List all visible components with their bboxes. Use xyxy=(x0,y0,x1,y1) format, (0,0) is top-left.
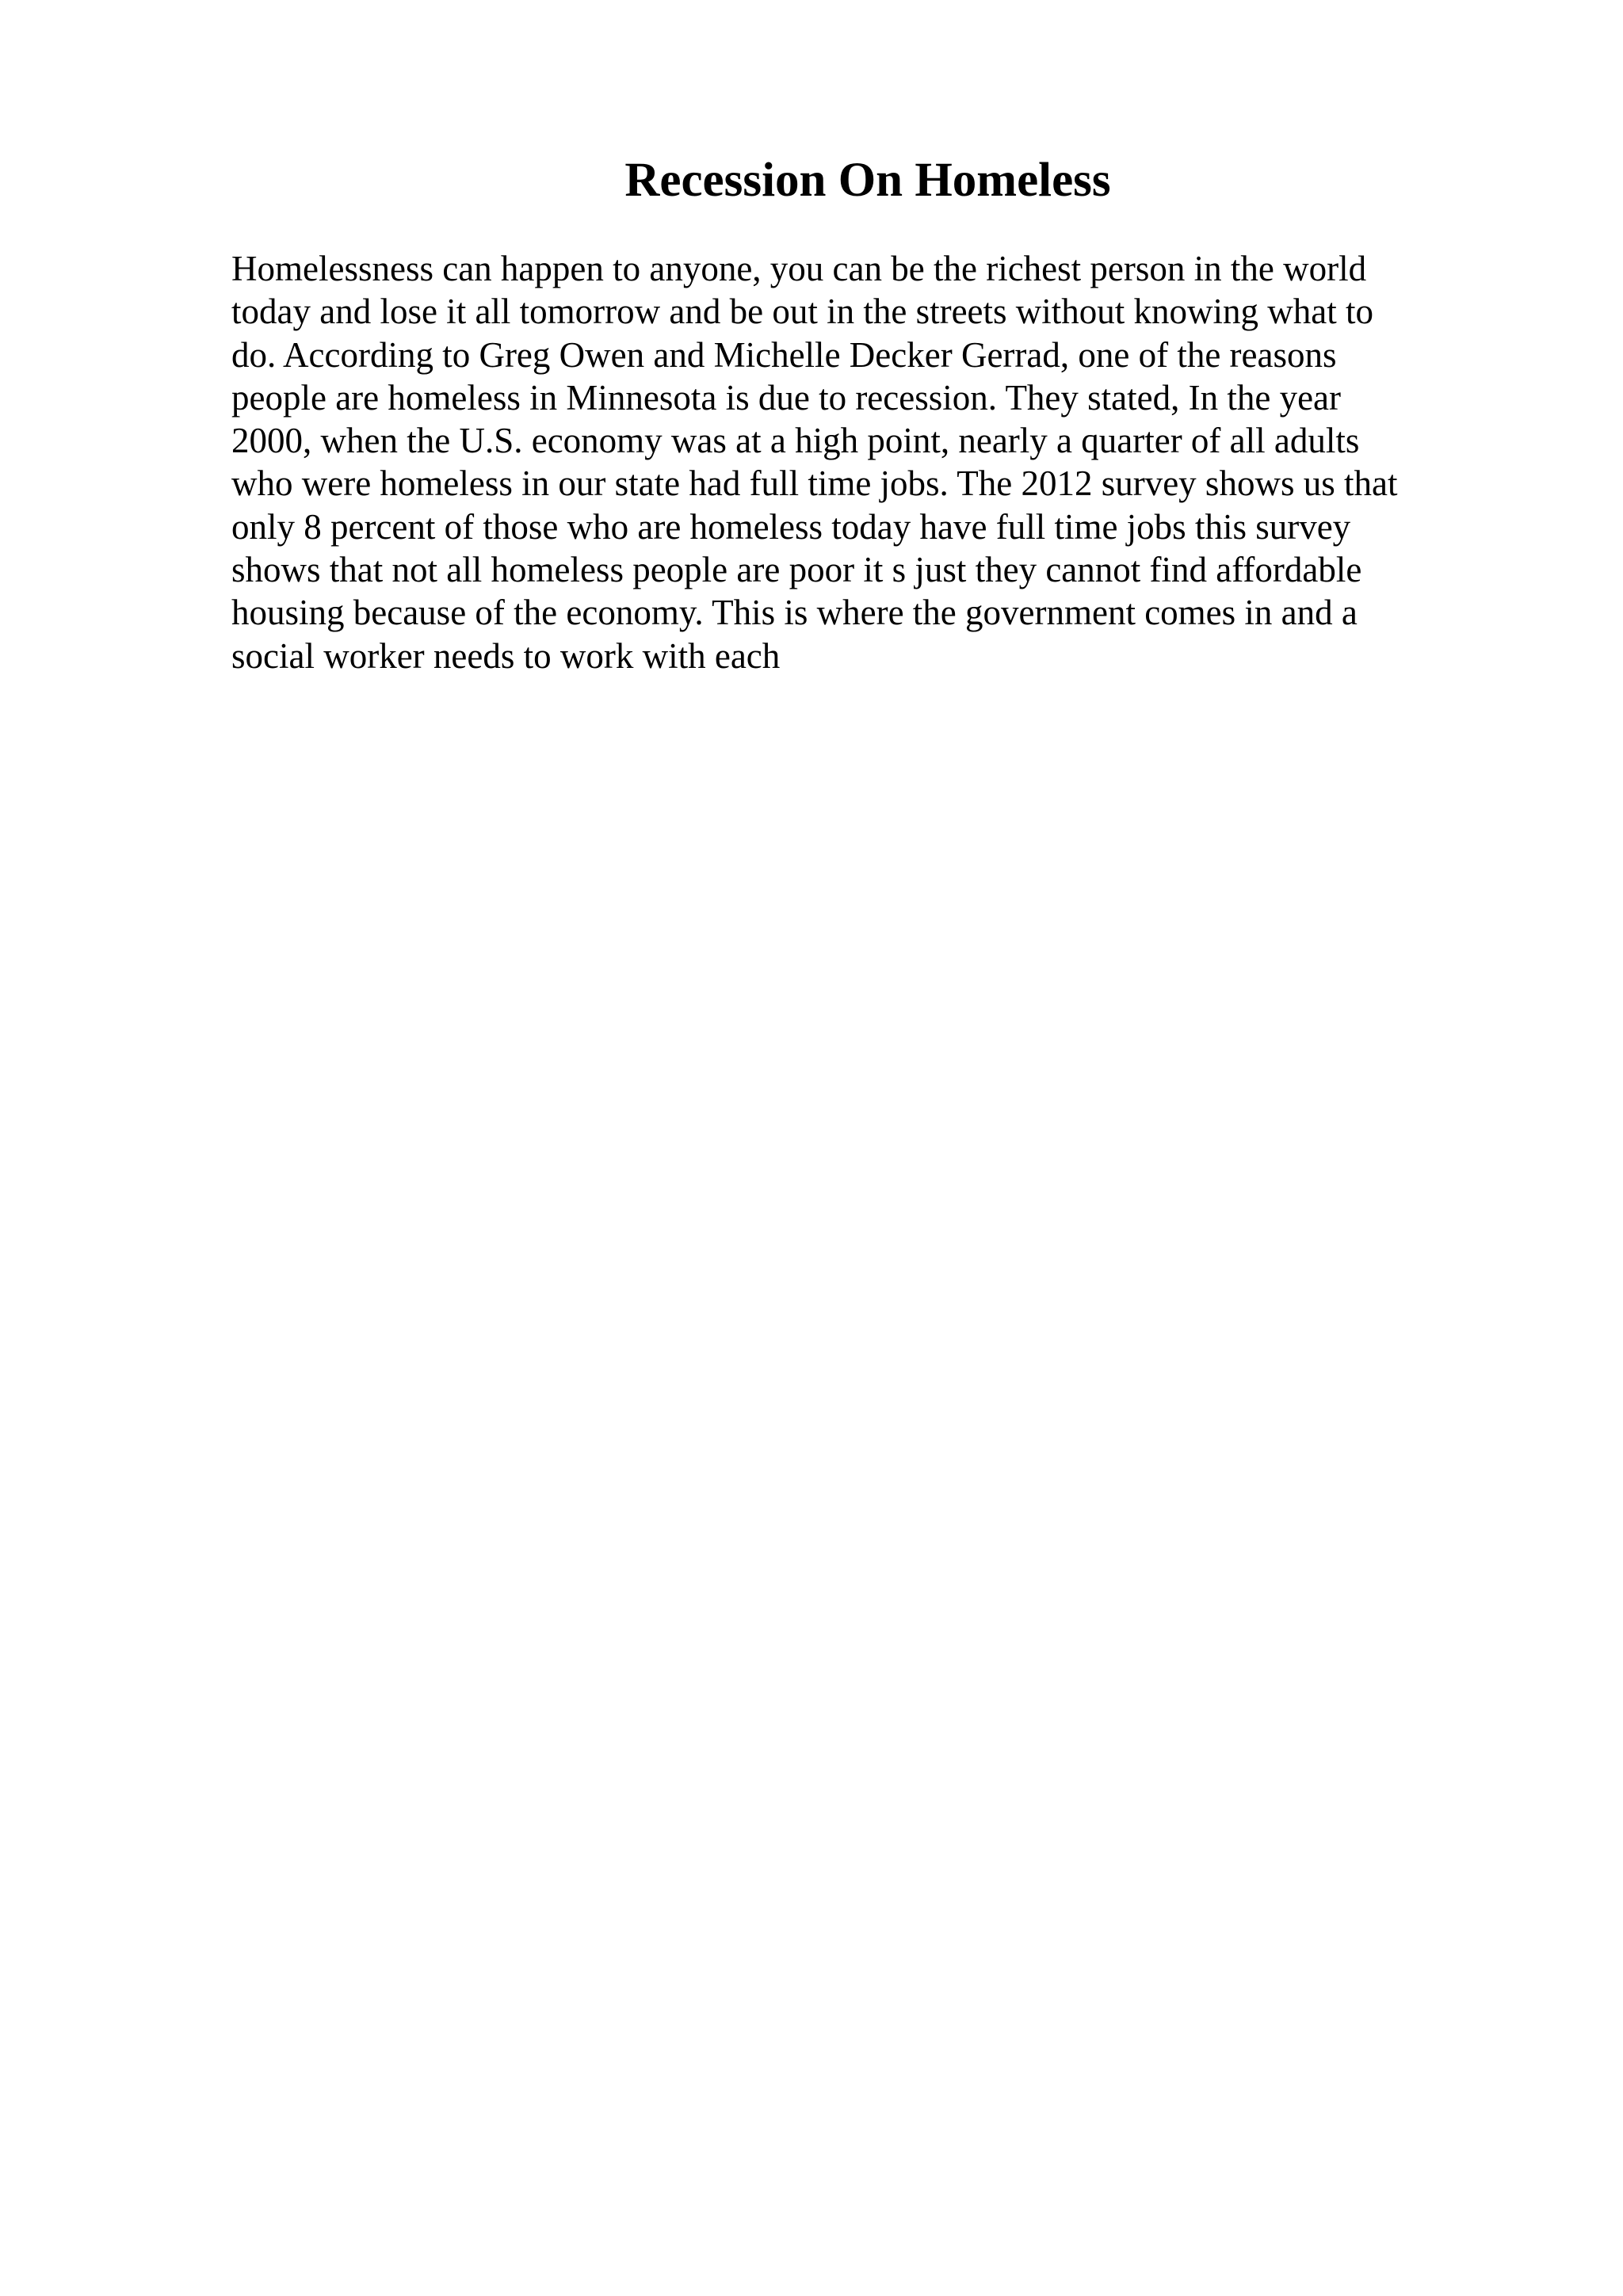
paragraph-line: people are homeless in Minnesota is due to recession. They stated, In the year xyxy=(231,377,1342,418)
paragraph-line: shows that not all homeless people are poor it s just they cannot find affordable xyxy=(231,550,1362,590)
paragraph-line: housing because of the economy. This is where the government comes in and a xyxy=(231,593,1358,633)
document-title: Recession On Homeless xyxy=(624,154,1111,207)
paragraph-line: today and lose it all tomorrow and be out in the streets without knowing what to xyxy=(231,292,1374,332)
paragraph-line: do. According to Greg Owen and Michelle Decker Gerrad, one of the reasons xyxy=(231,334,1337,375)
body-paragraph xyxy=(231,247,1468,677)
paragraph-line: social worker needs to work with each xyxy=(231,635,781,676)
paragraph-line: Homelessness can happen to anyone, you can be the richest person in the world xyxy=(231,249,1367,288)
paragraph-line: who were homeless in our state had full time jobs. The 2012 survey shows us that xyxy=(231,463,1398,504)
paragraph-line: 2000, when the U.S. economy was at a high point, nearly a quarter of all adults xyxy=(231,421,1360,461)
paragraph-line: only 8 percent of those who are homeless today have full time jobs this survey xyxy=(231,506,1351,547)
